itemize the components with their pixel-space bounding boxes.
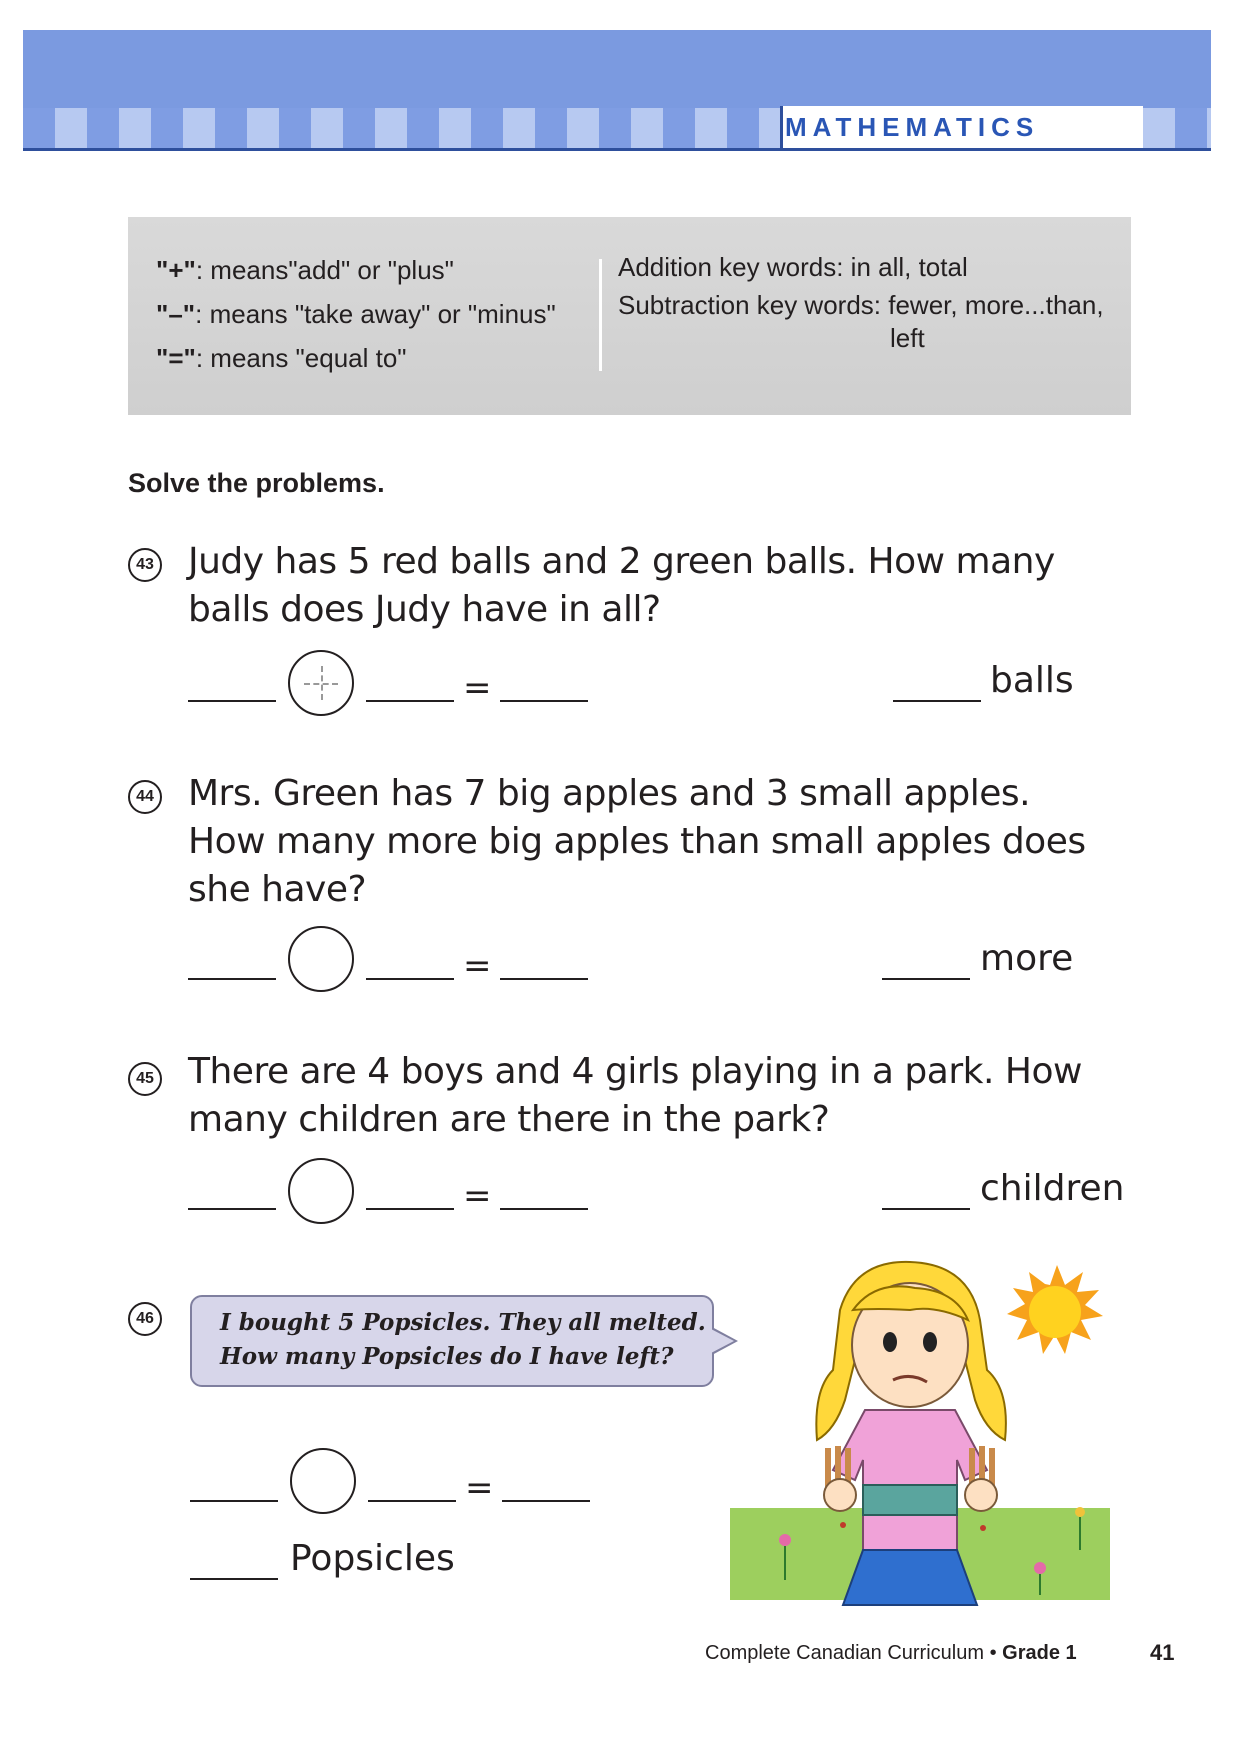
question-number-44: 44 [128,780,162,814]
q45-blank-2[interactable] [366,1208,454,1210]
q44-unit: more [980,938,1074,979]
q45-unit: children [980,1168,1125,1209]
page-number: 41 [1150,1640,1175,1665]
q45-operator-circle[interactable] [288,1158,354,1224]
subtraction-keywords: Subtraction key words: fewer, more...than, [618,290,1104,320]
q44-line-2: How many more big apples than small apples does [188,821,1086,862]
key-plus: "+": means"add" or "plus" [156,255,454,285]
key-words-box [128,217,1131,415]
q43-blank-1[interactable] [188,700,276,702]
q46-operator-circle[interactable] [290,1448,356,1514]
q43-operator-circle[interactable] [288,650,354,716]
q44-equals: = [463,946,492,986]
q43-answer-blank[interactable] [893,700,981,702]
q43-line-1: Judy has 5 red balls and 2 green balls. How many [188,541,1055,582]
header-band [23,30,1211,108]
question-43-text [188,538,1138,634]
question-45-text [188,1048,1138,1144]
q44-answer-blank[interactable] [882,978,970,980]
header-rule [23,148,1211,151]
q43-equals: = [463,668,492,708]
q44-line-1: Mrs. Green has 7 big apples and 3 small apples. [188,773,1031,814]
q46-unit: Popsicles [290,1538,455,1579]
question-44-text [188,770,1138,914]
subtraction-keywords-cont: left [890,323,925,353]
question-number-43: 43 [128,548,162,582]
section-title: MATHEMATICS [785,112,1040,142]
q45-answer-blank[interactable] [882,1208,970,1210]
key-minus: "–": means "take away" or "minus" [156,299,556,329]
q43-blank-2[interactable] [366,700,454,702]
q46-equals: = [465,1468,494,1508]
bubble-line-2: How many Popsicles do I have left? [220,1343,674,1370]
q43-blank-result[interactable] [500,700,588,702]
q45-equals: = [463,1176,492,1216]
question-number-46: 46 [128,1302,162,1336]
speech-bubble [190,1295,714,1387]
q46-blank-2[interactable] [368,1500,456,1502]
q45-line-1: There are 4 boys and 4 girls playing in a park. How [188,1051,1082,1092]
q44-blank-1[interactable] [188,978,276,980]
q45-blank-1[interactable] [188,1208,276,1210]
q44-operator-circle[interactable] [288,926,354,992]
sun-icon [1007,1265,1103,1354]
q43-unit: balls [990,660,1074,701]
addition-keywords: Addition key words: in all, total [618,252,968,282]
q45-blank-result[interactable] [500,1208,588,1210]
footer-grade: Grade 1 [1002,1642,1077,1664]
q46-answer-blank[interactable] [190,1578,278,1580]
key-equals: "=": means "equal to" [156,343,407,373]
q44-blank-result[interactable] [500,978,588,980]
instructions: Solve the problems. [128,468,385,498]
footer-series [705,1642,1077,1665]
q45-line-2: many children are there in the park? [188,1099,830,1140]
q46-blank-result[interactable] [502,1500,590,1502]
q46-blank-1[interactable] [190,1500,278,1502]
footer-series-name: Complete Canadian Curriculum [705,1642,985,1664]
question-number-45: 45 [128,1062,162,1096]
bubble-line-1: I bought 5 Popsicles. They all melted. [220,1309,706,1336]
footer-bullet: • [989,1642,997,1664]
q44-line-3: she have? [188,869,367,910]
key-box-divider [599,259,602,371]
q43-line-2: balls does Judy have in all? [188,589,661,630]
q44-blank-2[interactable] [366,978,454,980]
girl-melted-popsicles-illustration [725,1250,1135,1610]
